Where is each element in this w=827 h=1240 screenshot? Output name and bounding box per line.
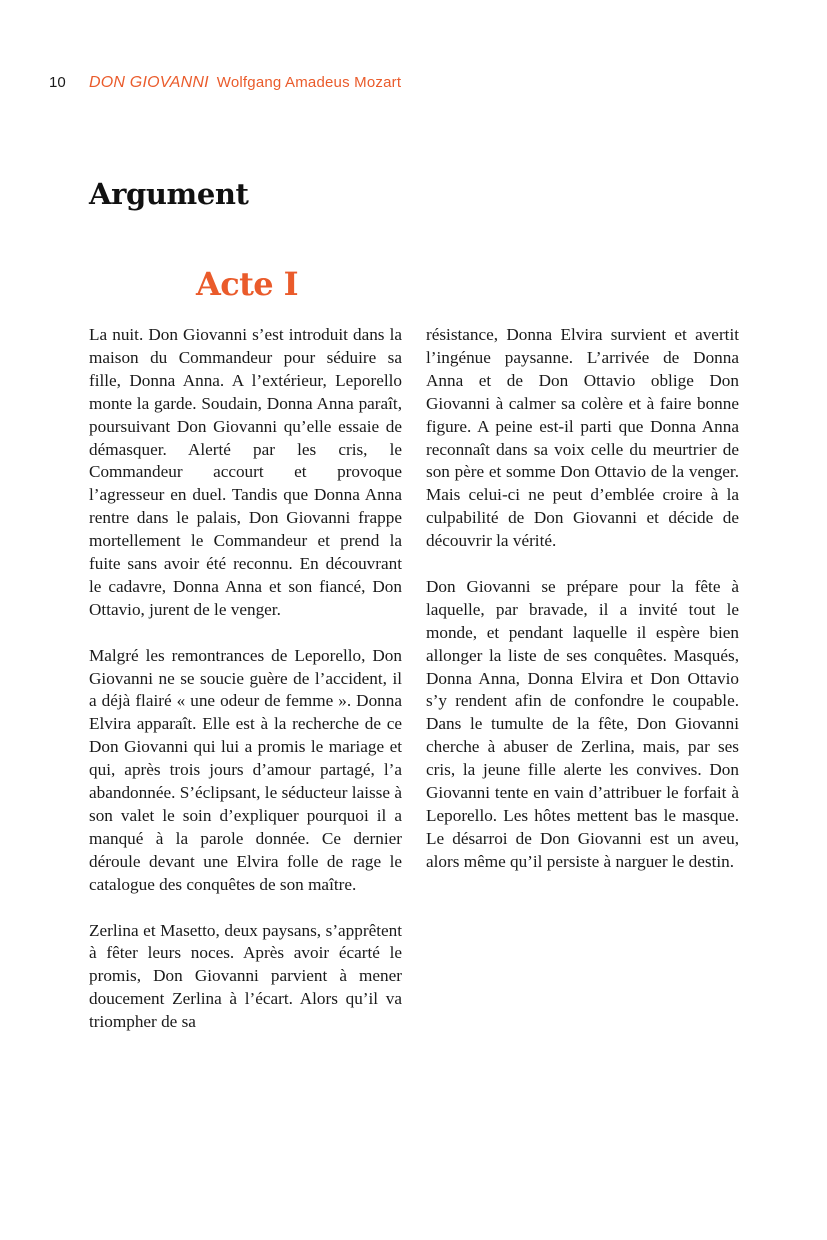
paragraph: Malgré les remontrances de Leporello, Don Giovanni ne se soucie guère de l’accident, il a déjà flairé « une odeur de femme ». Donna Elvira apparaît. Elle est à la recherche de ce Don Giovanni qui lui a promis le mariage et qui, après trois jours d’amour partagé, l’a abandonnée. S’éclipsant, le séducteur laisse à son valet le soin d’expliquer pourquoi il a manqué à la parole donnée. Ce dernier déroule devant une Elvira folle de rage le catalogue des conquêtes de son maître. bbox=[89, 645, 402, 894]
paragraph: Zerlina et Masetto, deux paysans, s’apprêtent à fêter leurs noces. Après avoir écarté le promis, Don Giovanni parvient à mener doucement Zerlina à l’écart. Alors qu’il va triompher de sa bbox=[89, 920, 402, 1032]
header-author: Wolfgang Amadeus Mozart bbox=[216, 74, 402, 91]
section-title: Argument bbox=[89, 177, 249, 211]
header-title: DON GIOVANNI bbox=[89, 74, 209, 91]
act-title: Acte I bbox=[196, 265, 298, 303]
left-column bbox=[89, 324, 402, 1057]
running-header bbox=[49, 73, 401, 93]
page-number: 10 bbox=[49, 74, 66, 91]
paragraph: La nuit. Don Giovanni s’est introduit dans la maison du Commandeur pour séduire sa fille, Donna Anna. A l’extérieur, Leporello monte la garde. Soudain, Donna Anna paraît, poursuivant Don Giovanni qu’elle essaie de démasquer. Alerté par les cris, le Commandeur accourt et provoque l’agresseur en duel. Tandis que Donna Anna rentre dans le palais, Don Giovanni frappe mortellement le Commandeur et prend la fuite sans avoir été reconnu. En découvrant le cadavre, Donna Anna et son fiancé, Don Ottavio, jurent de le venger. bbox=[89, 325, 402, 619]
paragraph: Don Giovanni se prépare pour la fête à laquelle, par bravade, il a invité tout le monde, et pendant laquelle il espère bien allonger la liste de ses conquêtes. Masqués, Donna Anna, Donna Elvira et Don Ottavio s’y rendent afin de confondre le coupable. Dans le tumulte de la fête, Don Giovanni cherche à abuser de Zerlina, mais, par ses cris, la jeune fille alerte les convives. Don Giovanni tente en vain d’attribuer le forfait à Leporello. Les hôtes mettent bas le masque. Le désarroi de Don Giovanni est un aveu, alors même qu’il persiste à narguer le destin. bbox=[426, 576, 739, 871]
paragraph: résistance, Donna Elvira survient et avertit l’ingénue paysanne. L’arrivée de Donna Anna et de Don Ottavio oblige Don Giovanni à calmer sa colère et à faire bonne figure. A peine est-il parti que Donna Anna reconnaît dans sa voix celle du meurtrier de son père et somme Don Ottavio de la venger. Mais celui-ci ne peut d’emblée croire à la culpabilité de Don Giovanni et décide de découvrir la vérité. bbox=[426, 325, 739, 551]
right-column bbox=[426, 324, 739, 897]
